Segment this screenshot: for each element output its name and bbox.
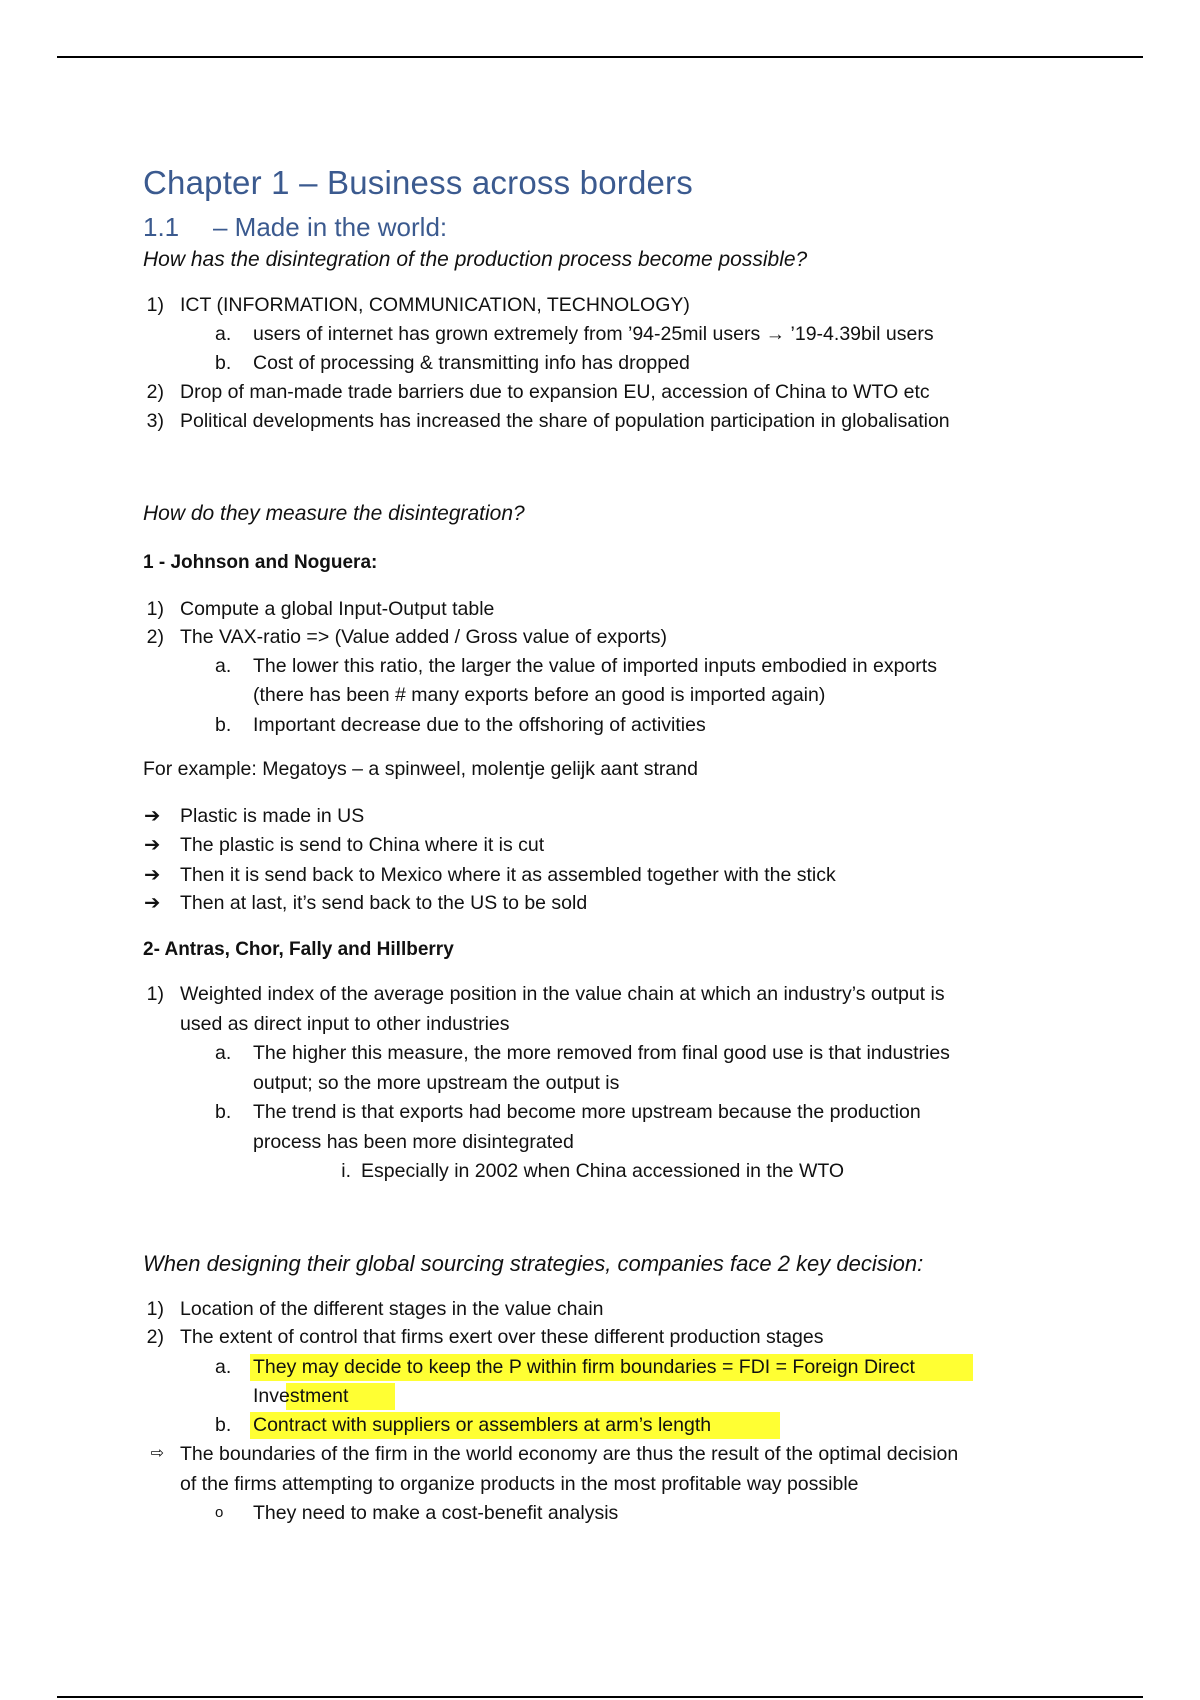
- list-item: [215, 1039, 950, 1067]
- question-disintegration: How has the disintegration of the production process become possible?: [143, 248, 808, 271]
- list-item-highlighted: [215, 1411, 712, 1439]
- list-marker: 1): [146, 598, 164, 620]
- list-marker: b.: [215, 1414, 232, 1436]
- list-item-continuation: [180, 1470, 859, 1498]
- list-text: Then it is send back to Mexico where it as assembled together with the stick: [180, 864, 836, 886]
- list-marker: b.: [215, 1101, 232, 1123]
- list-text: Cost of processing & transmitting info has dropped: [253, 352, 690, 374]
- circle-bullet-icon: o: [215, 1504, 224, 1521]
- list-marker: a.: [215, 323, 232, 345]
- list-text: They may decide to keep the P within firm boundaries = FDI = Foreign Direct: [253, 1356, 915, 1378]
- list-text: Then at last, it’s send back to the US to be sold: [180, 892, 588, 914]
- list-item: [146, 407, 950, 435]
- list-item: [215, 652, 937, 680]
- list-item-continuation: [253, 681, 825, 709]
- list-text: Plastic is made in US: [180, 805, 365, 827]
- list-marker: b.: [215, 352, 232, 374]
- list-marker: 3): [146, 410, 164, 432]
- list-text: The lower this ratio, the larger the value of imported inputs embodied in exports: [253, 655, 937, 677]
- list-item: [215, 1098, 921, 1126]
- list-marker: 2): [146, 381, 164, 403]
- list-text: The plastic is send to China where it is cut: [180, 834, 545, 856]
- question-sourcing: When designing their global sourcing strategies, companies face 2 key decision:: [143, 1251, 924, 1276]
- list-marker: 1): [146, 1298, 164, 1320]
- list-text: Location of the different stages in the value chain: [180, 1298, 604, 1320]
- list-marker: b.: [215, 714, 232, 736]
- list-marker: 2): [146, 626, 164, 648]
- list-item: [341, 1157, 845, 1185]
- list-item: [146, 980, 945, 1008]
- list-item-highlighted: [215, 1353, 915, 1381]
- list-item-continuation: [180, 1010, 510, 1038]
- list-item: [150, 1440, 959, 1468]
- list-marker: a.: [215, 655, 232, 677]
- list-item: [146, 595, 495, 623]
- list-text: Weighted index of the average position in the value chain at which an industry’s output is: [180, 983, 945, 1005]
- list-text: Contract with suppliers or assemblers at arm’s length: [253, 1414, 712, 1436]
- list-item: [146, 1295, 604, 1323]
- list-text: The trend is that exports had become more upstream because the production: [253, 1101, 921, 1123]
- list-marker: 1): [146, 294, 164, 316]
- list-text: Political developments has increased the share of population participation in globalisation: [180, 410, 950, 432]
- list-item-continuation: [253, 1128, 574, 1156]
- chapter-title: Chapter 1 – Business across borders: [143, 164, 693, 201]
- header-rule: [57, 56, 1143, 58]
- list-marker: 1): [146, 983, 164, 1005]
- list-item: [215, 349, 690, 377]
- section-heading: [143, 212, 447, 243]
- list-text: Drop of man-made trade barriers due to expansion EU, accession of China to WTO etc: [180, 381, 930, 403]
- list-text: Important decrease due to the offshoring of activities: [253, 714, 706, 736]
- list-text: The extent of control that firms exert over these different production stages: [180, 1326, 824, 1348]
- list-item: [144, 861, 836, 889]
- list-marker: a.: [215, 1042, 232, 1064]
- list-item-continuation: [253, 1382, 348, 1410]
- arrow-icon: ➔: [144, 834, 161, 856]
- list-item: [215, 320, 934, 348]
- list-item: [144, 889, 588, 917]
- antras-heading: 2- Antras, Chor, Fally and Hillberry: [143, 939, 454, 960]
- list-item: [144, 802, 365, 830]
- question-measure: How do they measure the disintegration?: [143, 502, 525, 525]
- arrow-icon: ➔: [144, 805, 161, 827]
- example-intro: For example: Megatoys – a spinweel, molentje gelijk aant strand: [143, 758, 698, 780]
- list-text: Investment: [253, 1385, 349, 1407]
- list-item: [215, 711, 706, 739]
- arrow-icon: ➔: [144, 864, 161, 886]
- list-text: used as direct input to other industries: [180, 1013, 510, 1035]
- list-item: [146, 291, 690, 319]
- list-text: The boundaries of the firm in the world economy are thus the result of the optimal decision: [180, 1443, 959, 1465]
- arrow-icon: ➔: [144, 892, 161, 914]
- list-item: [144, 831, 545, 859]
- hollow-arrow-icon: ⇨: [150, 1445, 164, 1462]
- list-text: Compute a global Input-Output table: [180, 598, 495, 620]
- list-marker: a.: [215, 1356, 232, 1378]
- list-marker: 2): [146, 1326, 164, 1348]
- list-text: They need to make a cost-benefit analysis: [253, 1502, 619, 1524]
- footer-rule: [57, 1696, 1143, 1698]
- list-text: process has been more disintegrated: [253, 1131, 574, 1153]
- list-text: ICT (INFORMATION, COMMUNICATION, TECHNOLOGY): [180, 294, 690, 316]
- list-text: of the firms attempting to organize products in the most profitable way possible: [180, 1473, 859, 1495]
- section-number: 1.1: [143, 212, 180, 242]
- list-text: users of internet has grown extremely from ’94-25mil users → ’19-4.39bil users: [253, 323, 934, 345]
- list-item: [146, 623, 668, 651]
- list-item: [146, 1323, 824, 1351]
- list-item-continuation: [253, 1069, 619, 1097]
- johnson-heading: 1 - Johnson and Noguera:: [143, 552, 378, 573]
- list-text: Especially in 2002 when China accessioned in the WTO: [361, 1160, 845, 1182]
- list-text: The VAX-ratio => (Value added / Gross value of exports): [180, 626, 668, 648]
- list-item: [215, 1499, 619, 1527]
- list-item: [146, 378, 930, 406]
- list-text: The higher this measure, the more removed from final good use is that industries: [253, 1042, 950, 1064]
- list-text: (there has been # many exports before an good is imported again): [253, 684, 826, 706]
- list-text: output; so the more upstream the output is: [253, 1072, 620, 1094]
- section-title: – Made in the world:: [213, 212, 448, 242]
- list-marker: i.: [341, 1160, 351, 1182]
